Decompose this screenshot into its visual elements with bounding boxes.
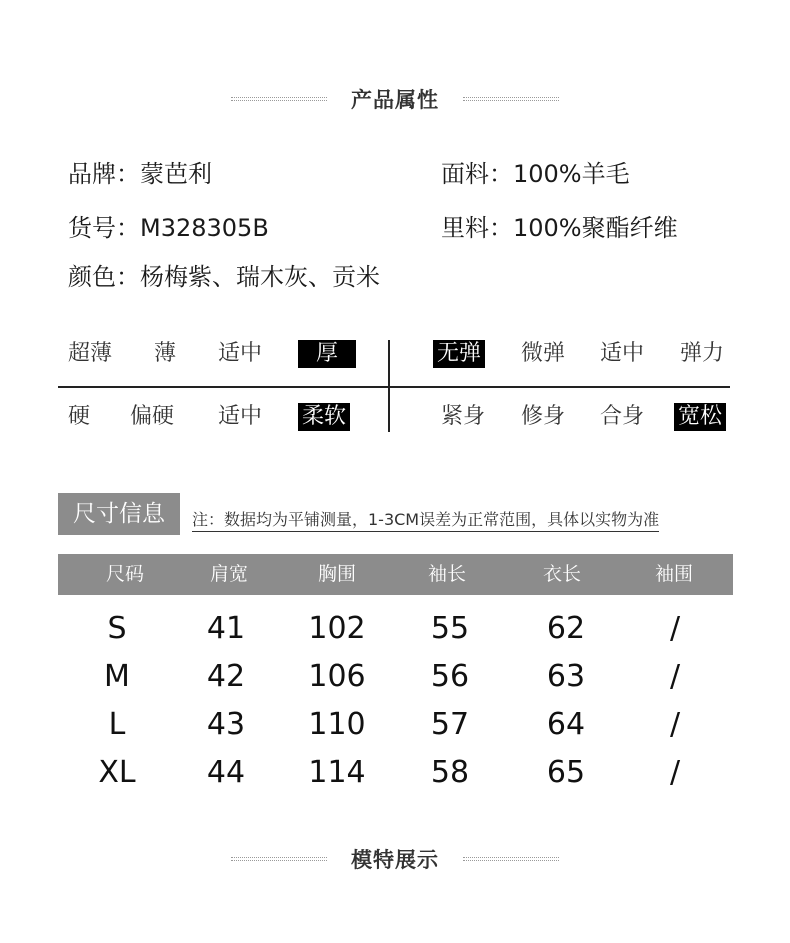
size-header-shoulder: 肩宽	[209, 563, 248, 585]
scale-fit-3: 合身	[600, 404, 645, 429]
cell-shoulder: 42	[206, 659, 246, 694]
cell-sleeve-width: /	[669, 755, 681, 790]
scale-elasticity-3: 适中	[600, 341, 645, 366]
scale-fit-1: 紧身	[441, 404, 486, 429]
section-title-attributes	[0, 84, 790, 114]
scale-fit-2: 修身	[521, 404, 566, 429]
title-rule-right	[463, 857, 559, 861]
scale-softness-2: 偏硬	[130, 404, 175, 429]
attr-brand: 品牌：蒙芭利	[68, 160, 212, 188]
cell-chest: 102	[308, 611, 366, 646]
scale-divider-vertical	[388, 340, 390, 432]
scale-fit-selected: 宽松	[674, 403, 726, 431]
size-header-size: 尺码	[105, 563, 144, 585]
attr-fabric: 面料：100%羊毛	[441, 160, 630, 188]
cell-sleeve-width: /	[669, 611, 681, 646]
size-header-sleeve-width: 袖围	[654, 563, 693, 585]
title-rule-left	[231, 857, 327, 861]
cell-size: XL	[98, 755, 136, 790]
scale-elasticity-selected: 无弹	[433, 340, 485, 368]
section-title-model	[0, 844, 790, 874]
cell-sleeve-length: 56	[430, 659, 470, 694]
section-title-text: 产品属性	[351, 88, 439, 112]
attr-colors: 颜色：杨梅紫、瑞木灰、贡米	[68, 263, 380, 291]
cell-chest: 106	[308, 659, 366, 694]
table-row	[58, 653, 733, 701]
size-header-garment-length: 衣长	[542, 563, 581, 585]
cell-sleeve-width: /	[669, 659, 681, 694]
cell-size: S	[107, 611, 127, 646]
cell-size: M	[104, 659, 130, 694]
scale-thickness-3: 适中	[218, 341, 263, 366]
cell-sleeve-length: 58	[430, 755, 470, 790]
size-info-label: 尺寸信息	[58, 493, 180, 535]
section-title-text: 模特展示	[351, 848, 439, 872]
cell-sleeve-width: /	[669, 707, 681, 742]
title-rule-right	[463, 97, 559, 101]
scale-thickness-2: 薄	[154, 341, 177, 366]
cell-chest: 110	[308, 707, 366, 742]
scale-divider-horizontal	[58, 386, 730, 388]
attr-item-no: 货号：M328305B	[68, 214, 269, 242]
cell-sleeve-length: 55	[430, 611, 470, 646]
scale-softness-selected: 柔软	[298, 403, 350, 431]
cell-shoulder: 44	[206, 755, 246, 790]
cell-shoulder: 43	[206, 707, 246, 742]
cell-chest: 114	[308, 755, 366, 790]
size-header-sleeve-length: 袖长	[427, 563, 466, 585]
scale-softness-1: 硬	[68, 404, 91, 429]
scale-thickness-1: 超薄	[68, 341, 113, 366]
cell-sleeve-length: 57	[430, 707, 470, 742]
size-header-chest: 胸围	[317, 563, 356, 585]
title-rule-left	[231, 97, 327, 101]
scale-elasticity-2: 微弹	[521, 341, 566, 366]
scale-thickness-selected: 厚	[298, 340, 356, 368]
cell-garment-length: 64	[546, 707, 586, 742]
cell-garment-length: 65	[546, 755, 586, 790]
scale-elasticity-4: 弹力	[680, 341, 725, 366]
cell-garment-length: 62	[546, 611, 586, 646]
table-row	[58, 749, 733, 797]
size-info-note: 注：数据均为平铺测量，1-3CM误差为正常范围，具体以实物为准	[192, 507, 659, 532]
size-table-header	[58, 554, 733, 595]
scale-softness-3: 适中	[218, 404, 263, 429]
cell-shoulder: 41	[206, 611, 246, 646]
cell-garment-length: 63	[546, 659, 586, 694]
cell-size: L	[108, 707, 126, 742]
table-row	[58, 605, 733, 653]
table-row	[58, 701, 733, 749]
attr-lining: 里料：100%聚酯纤维	[441, 214, 678, 242]
